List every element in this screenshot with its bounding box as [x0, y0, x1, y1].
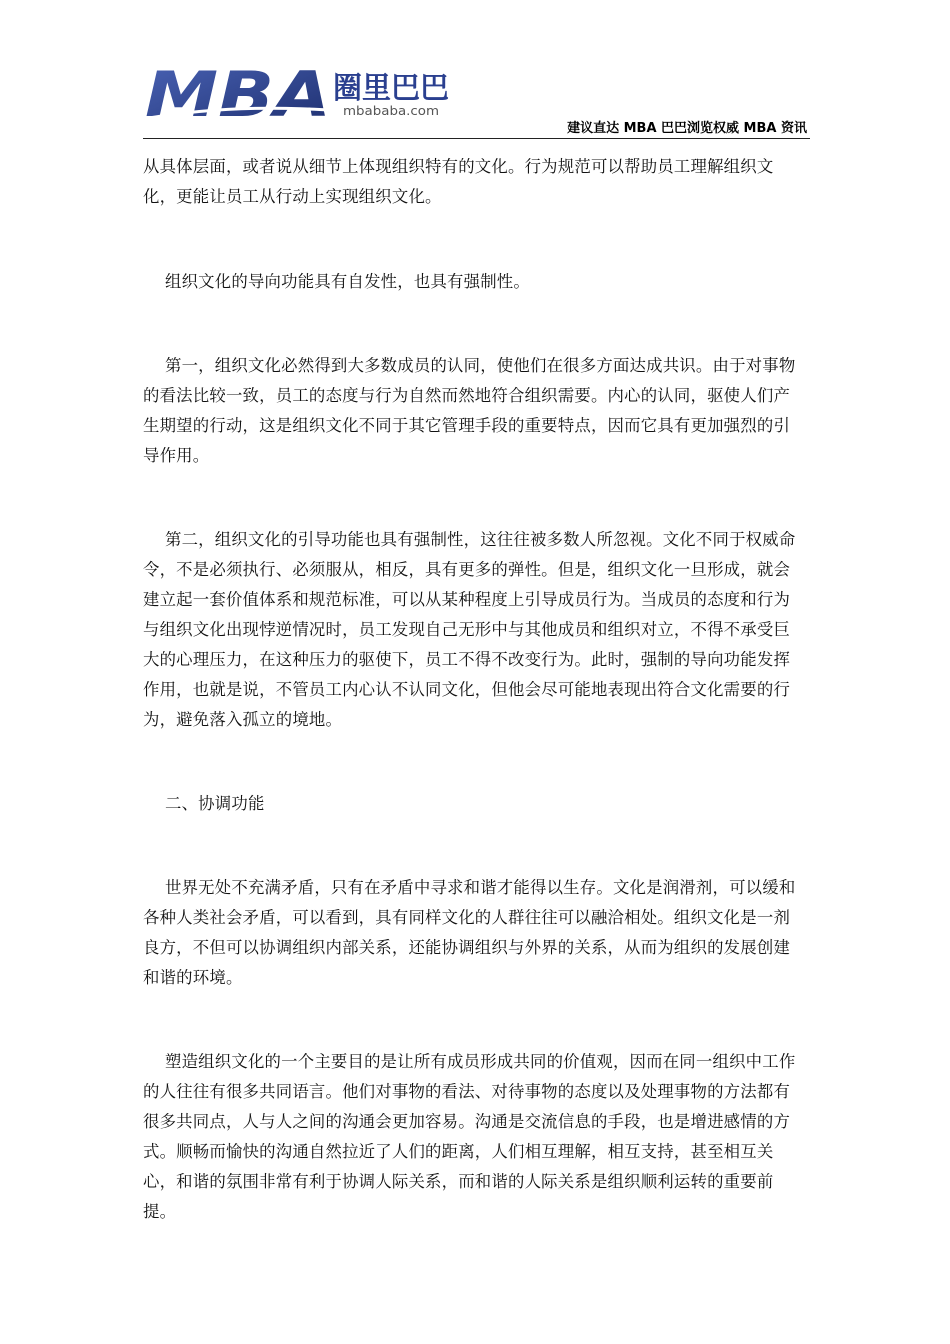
header-slogan: 建议直达 MBA 巴巴浏览权威 MBA 资讯 — [567, 121, 807, 136]
document-body — [143, 152, 803, 1227]
paragraph-first-point: 第一，组织文化必然得到大多数成员的认同，使他们在很多方面达成共识。由于对事物的看法比较一致，员工的态度与行为自然而然地符合组织需要。内心的认同，驱使人们产生期望的行动，这是组织文化不同于其它管理手段的重要特点，因而它具有更加强烈的引导作用。 — [143, 356, 796, 465]
logo-domain: mbababa.com — [343, 103, 439, 118]
mbababa-logo[interactable] — [143, 60, 453, 122]
paragraph-shared-values: 塑造组织文化的一个主要目的是让所有成员形成共同的价值观，因而在同一组织中工作的人往往有很多共同语言。他们对事物的看法、对待事物的态度以及处理事物的方法都有很多共同点，人与人之间的沟通会更加容易。沟通是交流信息的手段，也是增进感情的方式。顺畅而愉快的沟通自然拉近了人们的距离，人们相互理解，相互支持，甚至相互关心，和谐的氛围非常有利于协调人际关系，而和谐的人际关系是组织顺利运转的重要前提。 — [143, 1052, 796, 1221]
header-divider — [143, 138, 810, 139]
paragraph-second-point: 第二，组织文化的引导功能也具有强制性，这往往被多数人所忽视。文化不同于权威命令，不是必须执行、必须服从，相反，具有更多的弹性。但是，组织文化一旦形成，就会建立起一套价值体系和规范标准，可以从某种程度上引导成员行为。当成员的态度和行为与组织文化出现悖逆情况时，员工发现自己无形中与其他成员和组织对立，不得不承受巨大的心理压力，在这种压力的驱使下，员工不得不改变行为。此时，强制的导向功能发挥作用，也就是说，不管员工内心认不认同文化，但他会尽可能地表现出符合文化需要的行为，避免落入孤立的境地。 — [143, 530, 796, 729]
logo-chinese: 圈里巴巴 — [333, 71, 449, 106]
paragraph-guidance-nature: 组织文化的导向功能具有自发性，也具有强制性。 — [165, 272, 530, 291]
paragraph-continuation: 从具体层面，或者说从细节上体现组织特有的文化。行为规范可以帮助员工理解组织文化，更能让员工从行动上实现组织文化。 — [143, 157, 774, 206]
paragraph-harmony: 世界无处不充满矛盾，只有在矛盾中寻求和谐才能得以生存。文化是润滑剂，可以缓和各种人类社会矛盾，可以看到，具有同样文化的人群往往可以融洽相处。组织文化是一剂良方，不但可以协调组织内部关系，还能协调组织与外界的关系，从而为组织的发展创建和谐的环境。 — [143, 878, 796, 987]
logo-mark: MBA — [145, 60, 331, 122]
section-heading-coordination: 二、协调功能 — [165, 794, 265, 813]
page-header — [143, 58, 810, 140]
